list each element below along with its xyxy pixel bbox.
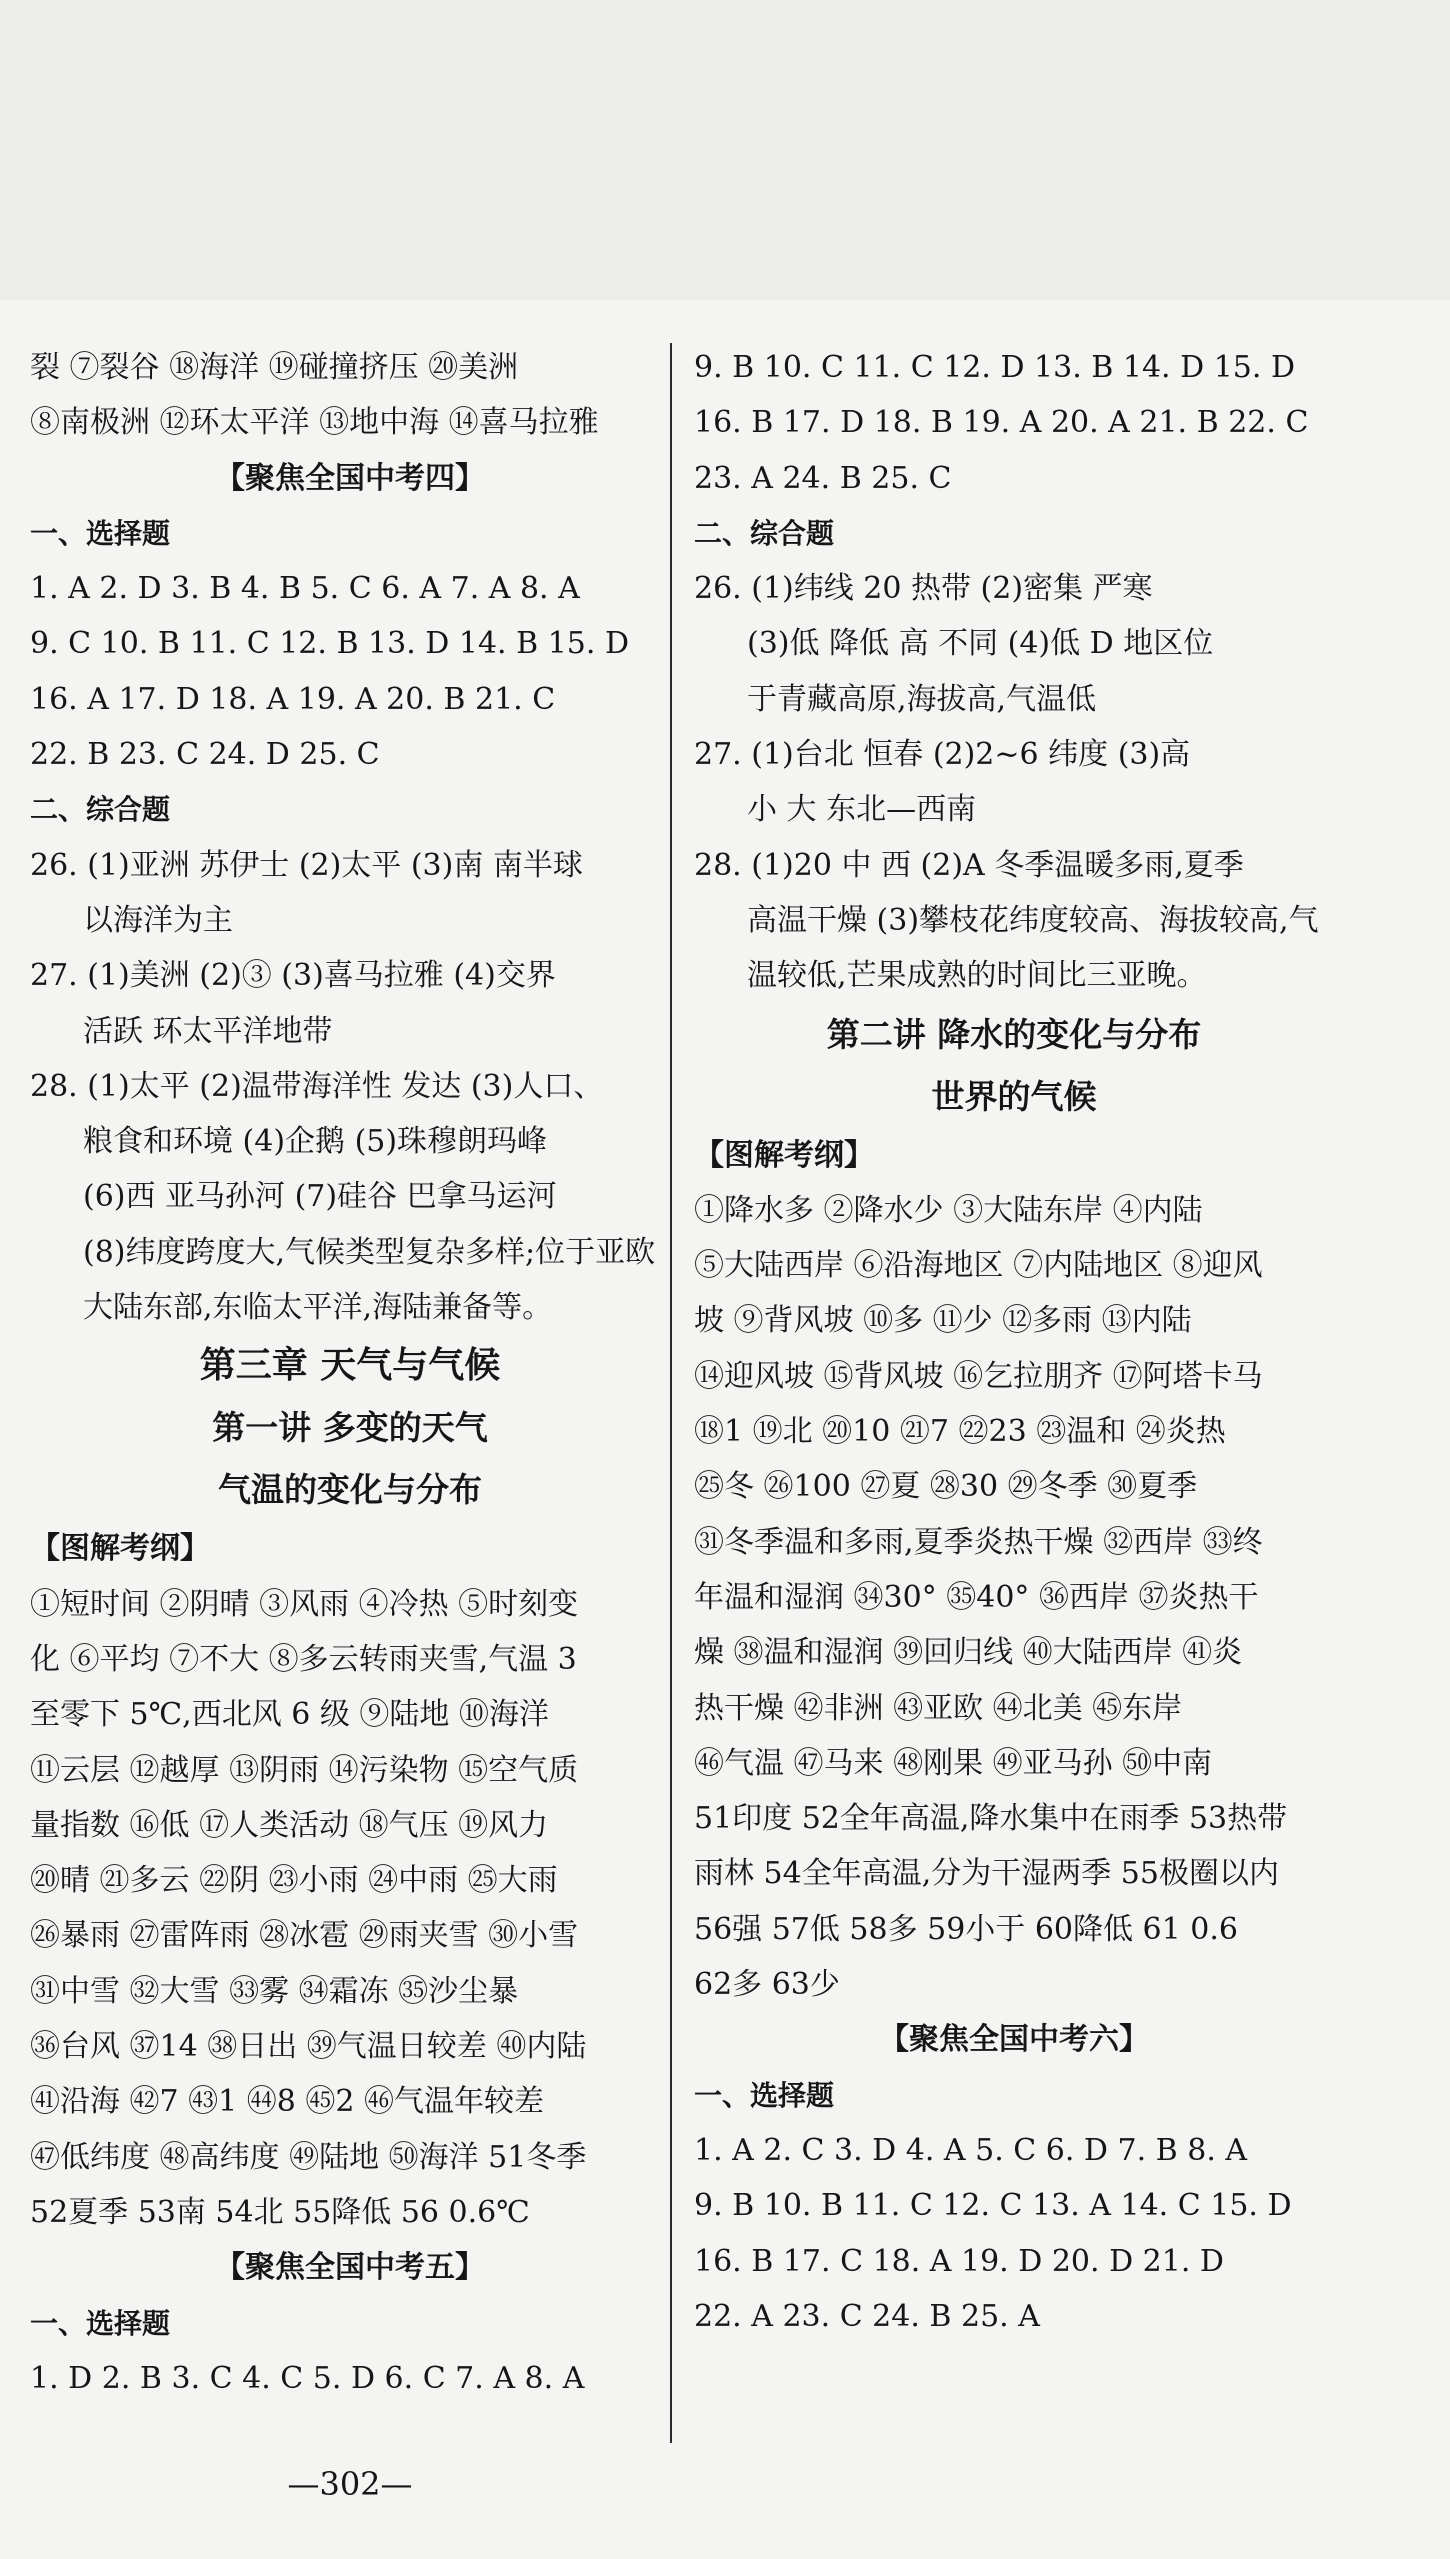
answer-line: ㊼低纬度 ㊽高纬度 ㊾陆地 ㊿海洋 51冬季 — [30, 2139, 587, 2175]
answer-line: ①短时间 ②阴晴 ③风雨 ④冷热 ⑤时刻变 — [30, 1586, 579, 1622]
lesson-title: 气温的变化与分布 — [218, 1470, 482, 1510]
answer-line: 52夏季 53南 54北 55降低 56 0.6℃ — [30, 2194, 530, 2230]
answer-line: 62多 63少 — [694, 1967, 840, 2003]
outline-heading: 【图解考纲】 — [694, 1137, 874, 1173]
answer-line: 1. A 2. C 3. D 4. A 5. C 6. D 7. B 8. A — [694, 2132, 1248, 2168]
answer-line: ㉛中雪 ㉜大雪 ㉝雾 ㉞霜冻 ㉟沙尘暴 — [30, 1973, 519, 2009]
answer-line: 化 ⑥平均 ⑦不大 ⑧多云转雨夹雪,气温 3 — [30, 1641, 577, 1677]
answer-line: 热干燥 ㊷非洲 ㊸亚欧 ㊹北美 ㊺东岸 — [694, 1690, 1183, 1726]
answer-line: ⑱1 ⑲北 ⑳10 ㉑7 ㉒23 ㉓温和 ㉔炎热 — [694, 1414, 1226, 1450]
answer-line: 1. D 2. B 3. C 4. C 5. D 6. C 7. A 8. A — [30, 2360, 585, 2396]
answer-line: 16. A 17. D 18. A 19. A 20. B 21. C — [30, 681, 556, 717]
answer-line: 燥 ㊳温和湿润 ㊴回归线 ㊵大陆西岸 ㊶炎 — [694, 1635, 1243, 1671]
answer-line: ㊶沿海 ㊷7 ㊸1 ㊹8 ㊺2 ㊻气温年较差 — [30, 2084, 545, 2120]
answer-line: 16. B 17. D 18. B 19. A 20. A 21. B 22. C — [694, 405, 1309, 441]
exam-focus-heading: 【聚焦全国中考六】 — [879, 2022, 1149, 2058]
answer-line: 坡 ⑨背风坡 ⑩多 ⑪少 ⑫多雨 ⑬内陆 — [694, 1303, 1192, 1339]
answer-line-continued: 温较低,芒果成熟的时间比三亚晚。 — [747, 958, 1207, 994]
answer-line: ⑤大陆西岸 ⑥沿海地区 ⑦内陆地区 ⑧迎风 — [694, 1248, 1263, 1284]
answer-line: 量指数 ⑯低 ⑰人类活动 ⑱气压 ⑲风力 — [30, 1807, 549, 1843]
answer-line: ㉛冬季温和多雨,夏季炎热干燥 ㉜西岸 ㉝终 — [694, 1524, 1263, 1560]
answer-line-continued: 以海洋为主 — [83, 902, 233, 938]
answer-line: 28. (1)20 中 西 (2)A 冬季温暖多雨,夏季 — [694, 847, 1244, 883]
answer-line: 26. (1)纬线 20 热带 (2)密集 严寒 — [694, 571, 1153, 607]
answer-line: 16. B 17. C 18. A 19. D 20. D 21. D — [694, 2243, 1224, 2279]
answer-line: ①降水多 ②降水少 ③大陆东岸 ④内陆 — [694, 1192, 1203, 1228]
answer-line: 22. B 23. C 24. D 25. C — [30, 737, 380, 773]
chapter-title: 第三章 天气与气候 — [199, 1345, 501, 1387]
section-heading: 二、综合题 — [694, 516, 835, 550]
answer-line: 28. (1)太平 (2)温带海洋性 发达 (3)人口、 — [30, 1068, 604, 1104]
answer-line-continued: (8)纬度跨度大,气候类型复杂多样;位于亚欧 — [83, 1234, 656, 1270]
answer-line-continued: 粮食和环境 (4)企鹅 (5)珠穆朗玛峰 — [83, 1124, 548, 1160]
answer-line: 27. (1)台北 恒春 (2)2~6 纬度 (3)高 — [694, 737, 1191, 773]
answer-line: ⑪云层 ⑫越厚 ⑬阴雨 ⑭污染物 ⑮空气质 — [30, 1752, 579, 1788]
left-column — [30, 340, 670, 2406]
answer-line: ㊱台风 ㊲14 ㊳日出 ㊴气温日较差 ㊵内陆 — [30, 2029, 587, 2065]
answer-line: 9. C 10. B 11. C 12. B 13. D 14. B 15. D — [30, 626, 630, 662]
answer-line-continued: 大陆东部,东临太平洋,海陆兼备等。 — [83, 1290, 553, 1326]
section-heading: 一、选择题 — [30, 2306, 171, 2340]
page-top-margin — [0, 0, 1450, 300]
section-heading: 二、综合题 — [30, 793, 171, 827]
answer-line: 26. (1)亚洲 苏伊士 (2)太平 (3)南 南半球 — [30, 847, 583, 883]
answer-line-continued: 高温干燥 (3)攀枝花纬度较高、海拔较高,气 — [747, 902, 1319, 938]
column-divider — [670, 343, 672, 2443]
answer-line-continued: 小 大 东北—西南 — [747, 792, 977, 828]
lesson-title: 第一讲 多变的天气 — [212, 1408, 488, 1448]
answer-line-continued: 于青藏高原,海拔高,气温低 — [747, 681, 1097, 717]
answer-line: 年温和湿润 ㉞30° ㉟40° ㊱西岸 ㊲炎热干 — [694, 1579, 1259, 1615]
answer-line: 9. B 10. C 11. C 12. D 13. B 14. D 15. D — [694, 350, 1296, 385]
answer-line: ㉖暴雨 ㉗雷阵雨 ㉘冰雹 ㉙雨夹雪 ㉚小雪 — [30, 1918, 579, 1954]
answer-line: 56强 57低 58多 59小于 60降低 61 0.6 — [694, 1911, 1238, 1947]
lesson-title: 世界的气候 — [931, 1076, 1097, 1116]
outline-heading: 【图解考纲】 — [30, 1531, 210, 1567]
right-column — [694, 340, 1334, 2344]
answer-line: 23. A 24. B 25. C — [694, 460, 952, 496]
answer-line-continued: (6)西 亚马孙河 (7)硅谷 巴拿马运河 — [83, 1179, 557, 1215]
answer-line-continued: (3)低 降低 高 不同 (4)低 D 地区位 — [747, 626, 1214, 662]
answer-line: ㉕冬 ㉖100 ㉗夏 ㉘30 ㉙冬季 ㉚夏季 — [694, 1469, 1198, 1505]
page-number: —302— — [287, 2465, 413, 2503]
exam-focus-heading: 【聚焦全国中考四】 — [215, 460, 485, 496]
section-heading: 一、选择题 — [694, 2078, 835, 2112]
answer-line: ㊻气温 ㊼马来 ㊽刚果 ㊾亚马孙 ㊿中南 — [694, 1745, 1213, 1781]
answer-line: 51印度 52全年高温,降水集中在雨季 53热带 — [694, 1801, 1288, 1837]
lesson-title: 第二讲 降水的变化与分布 — [826, 1014, 1202, 1054]
answer-line: ⑭迎风坡 ⑮背风坡 ⑯乞拉朋齐 ⑰阿塔卡马 — [694, 1358, 1263, 1394]
answer-line: 至零下 5℃,西北风 6 级 ⑨陆地 ⑩海洋 — [30, 1697, 549, 1733]
answer-line: 雨林 54全年高温,分为干湿两季 55极圈以内 — [694, 1856, 1279, 1892]
answer-line: 22. A 23. C 24. B 25. A — [694, 2298, 1040, 2334]
answer-line: 裂 ⑦裂谷 ⑱海洋 ⑲碰撞挤压 ⑳美洲 — [30, 350, 519, 385]
exam-focus-heading: 【聚焦全国中考五】 — [215, 2250, 485, 2286]
answer-line-continued: 活跃 环太平洋地带 — [83, 1013, 333, 1049]
answer-line: ⑧南极洲 ⑫环太平洋 ⑬地中海 ⑭喜马拉雅 — [30, 405, 599, 441]
answer-line: 27. (1)美洲 (2)③ (3)喜马拉雅 (4)交界 — [30, 958, 556, 994]
answer-line: 9. B 10. B 11. C 12. C 13. A 14. C 15. D — [694, 2188, 1292, 2224]
answer-line: ⑳晴 ㉑多云 ㉒阴 ㉓小雨 ㉔中雨 ㉕大雨 — [30, 1863, 558, 1899]
answer-line: 1. A 2. D 3. B 4. B 5. C 6. A 7. A 8. A — [30, 571, 580, 607]
section-heading: 一、选择题 — [30, 516, 171, 550]
